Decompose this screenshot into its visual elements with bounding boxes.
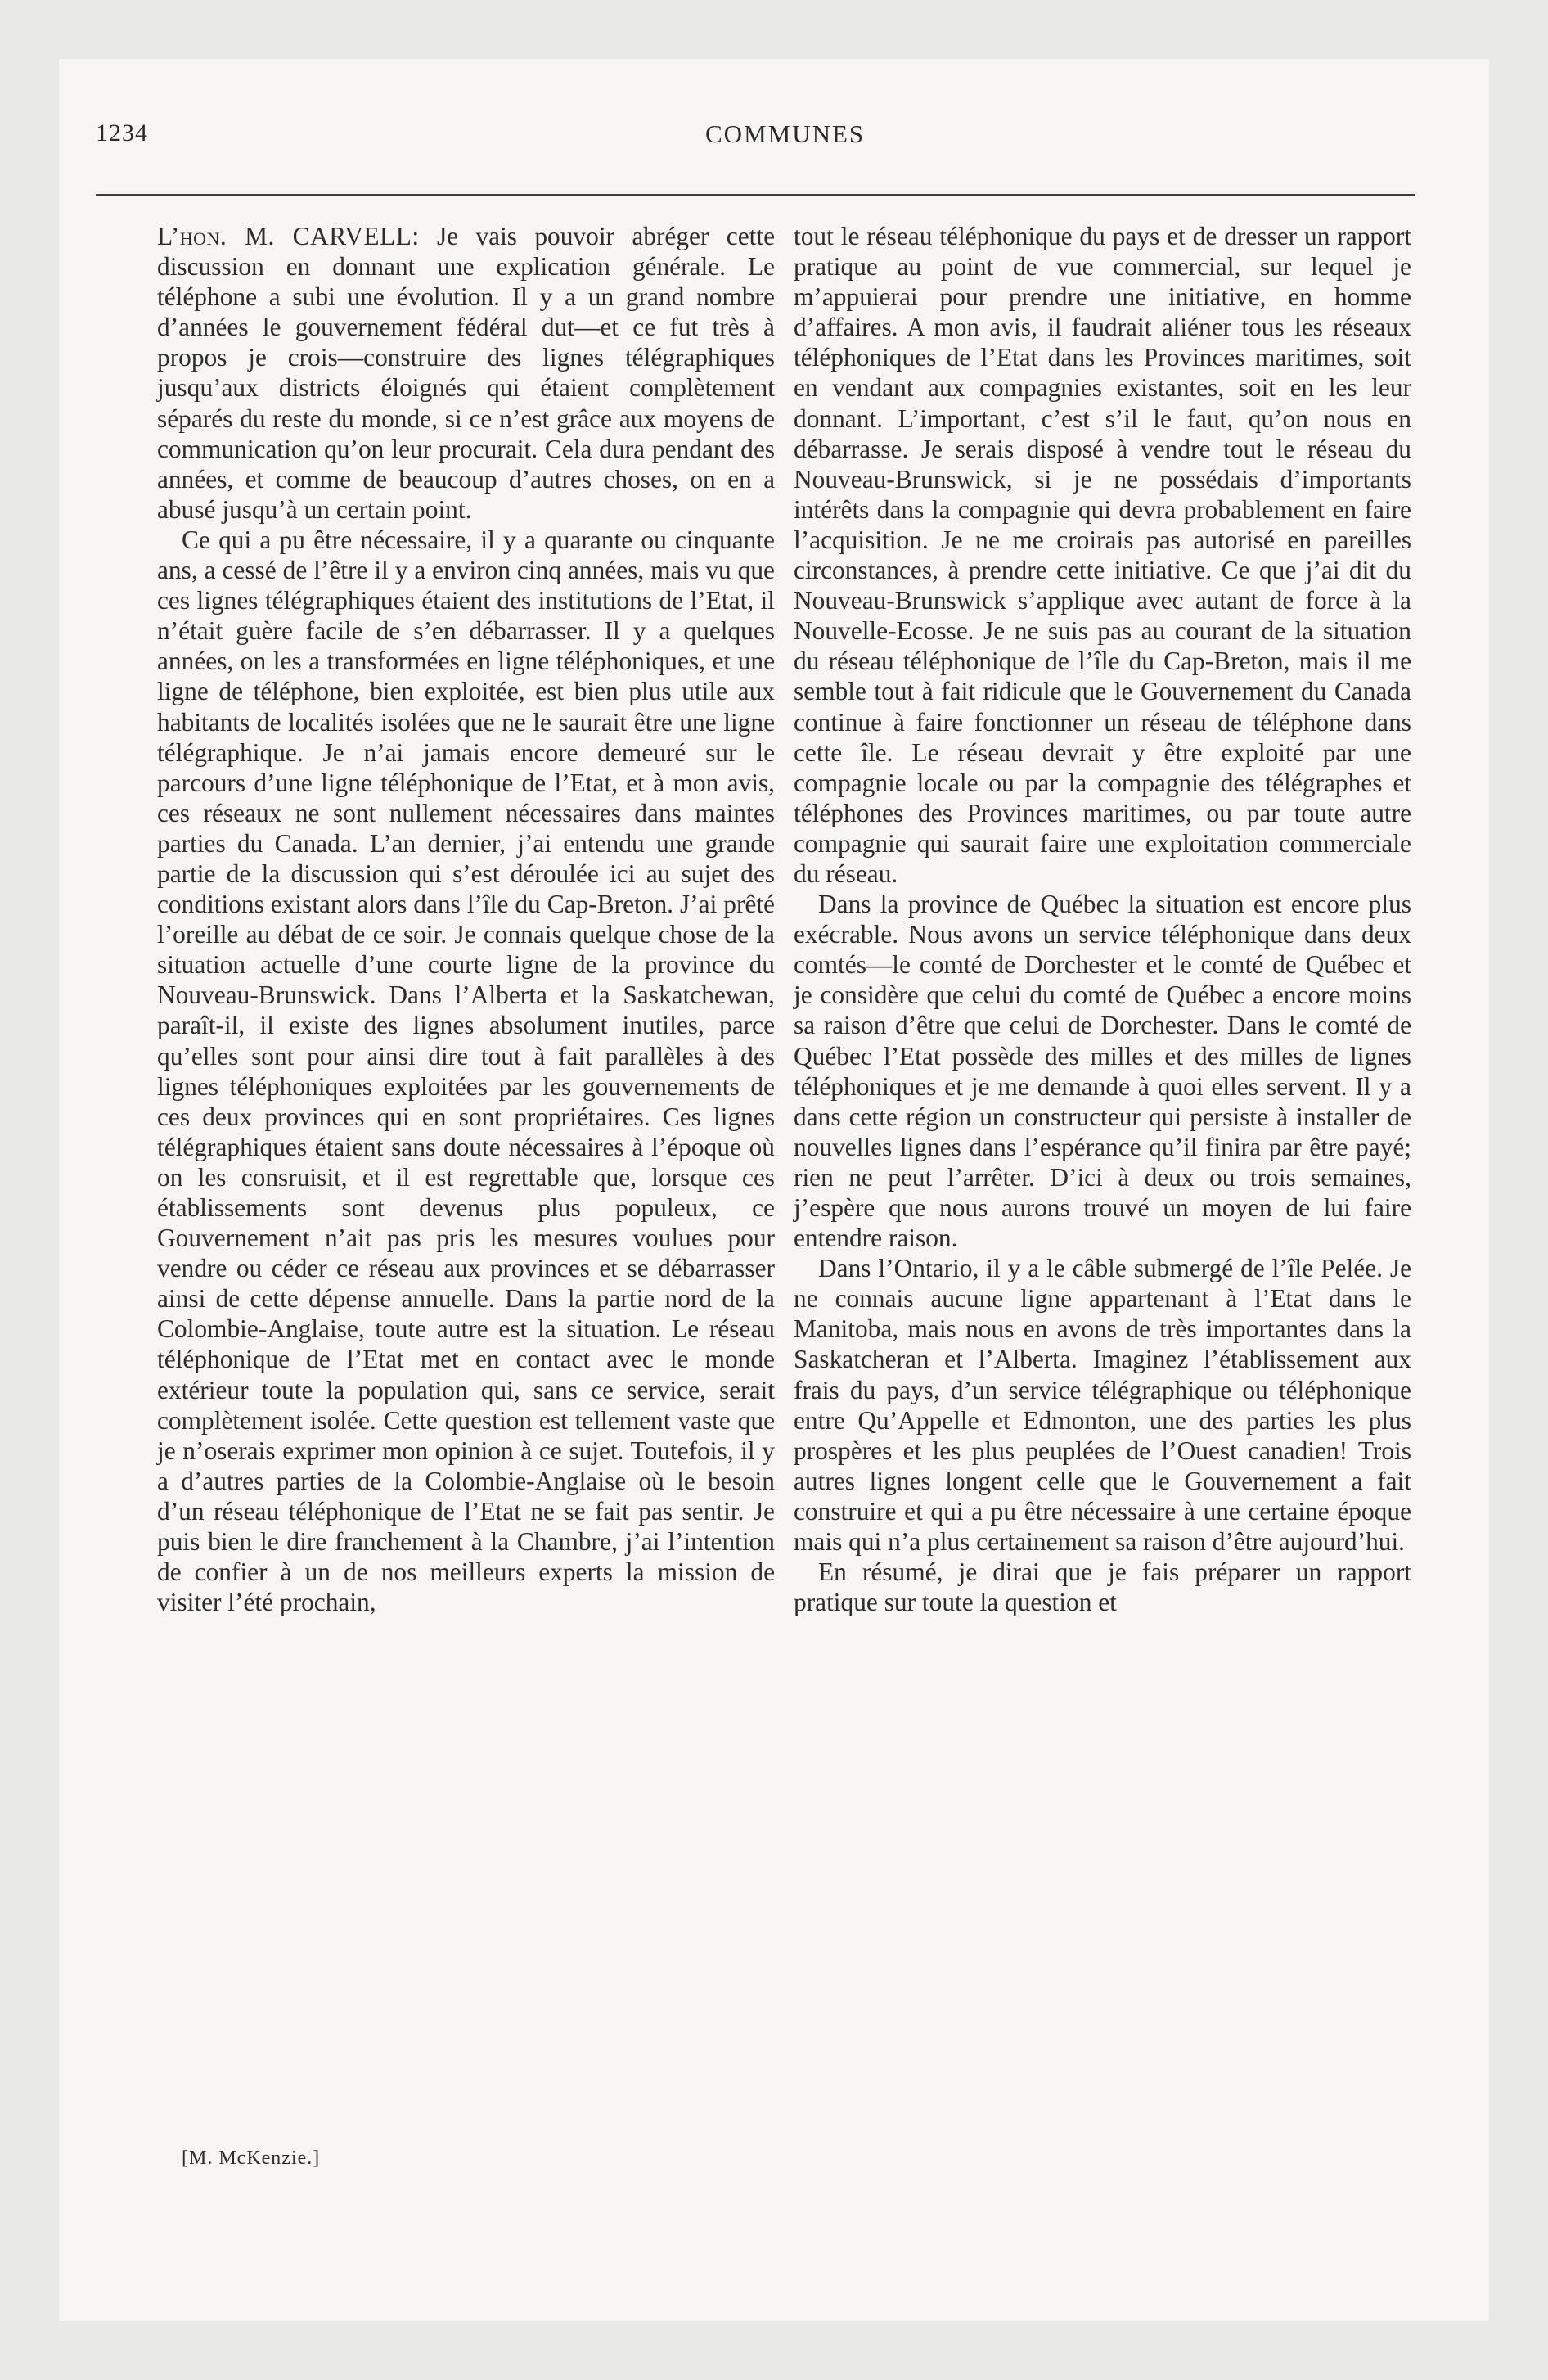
page-header [96,77,1452,167]
speaker-name: L’hon. M. CARVELL: [157,222,420,250]
speaker-footer-tag: [M. McKenzie.] [182,2148,321,2169]
header-rule [96,194,1415,196]
paragraph: Dans l’Ontario, il y a le câble submergé de l’île Pelée. Je ne connais aucune ligne appartenant à l’Etat dans le Manitoba, mais nous en avons de très importantes dans la Saskatcheran et l’Alberta. Imaginez l’établissement aux frais du pays, d’un service télégraphique ou téléphonique entre Qu’Appelle et Edmonton, une des parties les plus prospères et les plus peuplées de l’Ouest canadien! Trois autres lignes longent celle que le Gouvernement a fait construire et qui a pu être nécessaire à une certaine époque mais qui n’a plus certainement sa raison d’être aujourd’hui. [794,1254,1411,1557]
paragraph: Dans la province de Québec la situation est encore plus exécrable. Nous avons un service téléphonique dans deux comtés—le comté de Dorchester et le comté de Québec et je considère que celui du comté de Québec a encore moins sa raison d’être que celui de Dorchester. Dans le comté de Québec l’Etat possède des milles et des milles de lignes téléphoniques et je me demande à quoi elles servent. Il y a dans cette région un constructeur qui persiste à installer de nouvelles lignes dans l’espérance qu’il finira par être payé; rien ne peut l’arrêter. D’ici à deux ou trois semaines, j’espère que nous aurons trouvé un moyen de lui faire entendre raison. [794,890,1411,1253]
page-number: 1234 [96,119,148,146]
running-head: COMMUNES [705,119,866,148]
paragraph [157,221,775,525]
paragraph: Ce qui a pu être nécessaire, il y a quarante ou cinquante ans, a cessé de l’être il y a environ cinq années, mais vu que ces lignes télégraphiques étaient des institutions de l’Etat, il n’était guère facile de s’en débarrasser. Il y a quelques années, on les a transformées en ligne téléphoniques, et une ligne de téléphone, bien exploitée, est bien plus utile aux habitants de localités isolées que ne le saurait être une ligne télégraphique. Je n’ai jamais encore demeuré sur le parcours d’une ligne téléphonique de l’Etat, et à mon avis, ces réseaux ne sont nullement nécessaires dans maintes parties du Canada. L’an dernier, j’ai entendu une grande partie de la discussion qui s’est déroulée ici au sujet des conditions existant alors dans l’île du Cap-Breton. J’ai prêté l’oreille au débat de ce soir. Je connais quelque chose de la situation actuelle d’une courte ligne de la province du Nouveau-Brunswick. Dans l’Alberta et la Saskatchewan, paraît-il, il existe des lignes absolument inutiles, parce qu’elles sont pour ainsi dire tout à fait parallèles à des lignes téléphoniques exploitées par les gouvernements de ces deux provinces qui en sont propriétaires. Ces lignes télégraphiques étaient sans doute nécessaires à l’époque où on les consruisit, et il est regrettable que, lorsque ces établissements sont devenus plus populeux, ce Gouvernement n’ait pas pris les mesures voulues pour vendre ou céder ce réseau aux provinces et se débarrasser ainsi de cette dépense annuelle. Dans la partie nord de la Colombie-Anglaise, toute autre est la situation. Le réseau téléphonique de l’Etat met en contact avec le monde extérieur toute la population qui, sans ce service, serait complètement isolée. Cette question est tellement vaste que je n’oserais exprimer mon opinion à ce sujet. Toutefois, il y a d’autres parties de la Colombie-Anglaise où le besoin d’un réseau téléphonique de l’Etat ne se fait pas sentir. Je puis bien le dire franchement à la Chambre, j’ai l’intention de confier à un de nos meilleurs experts la mission de visiter l’été prochain, [157,525,775,1617]
left-column [157,221,775,1617]
paragraph: tout le réseau téléphonique du pays et de dresser un rapport pratique au point de vue commercial, sur lequel je m’appuierai pour prendre une initiative, en homme d’affaires. A mon avis, il faudrait aliéner tous les réseaux téléphoniques de l’Etat dans les Provinces maritimes, soit en vendant aux compagnies existantes, soit en les leur donnant. L’important, c’est s’il le faut, qu’on nous en débarrasse. Je serais disposé à vendre tout le réseau du Nouveau-Brunswick, si je ne possédais d’importants intérêts dans la compagnie qui devra probablement en faire l’acquisition. Je ne me croirais pas autorisé en pareilles circonstances, à prendre cette initiative. Ce que j’ai dit du Nouveau-Brunswick s’applique avec autant de force à la Nouvelle-Ecosse. Je ne suis pas au courant de la situation du réseau téléphonique de l’île du Cap-Breton, mais il me semble tout à fait ridicule que le Gouvernement du Canada continue à faire fonctionner un réseau de téléphone dans cette île. Le réseau devrait y être exploité par une compagnie locale ou par la compagnie des télégraphes et téléphones des Provinces maritimes, ou par toute autre compagnie qui saurait faire une exploitation commerciale du réseau. [794,222,1411,888]
right-column [794,221,1411,1617]
paragraph-text: Je vais pouvoir abréger cette discussion en donnant une explication générale. Le téléphone a subi une évolution. Il y a un grand nombre d’années le gouvernement fédéral dut—et ce fut très à propos je crois—construire des lignes télégraphiques jusqu’aux districts éloignés qui étaient complètement séparés du reste du monde, si ce n’est grâce aux moyens de communication qu’on leur procurait. Cela dura pendant des années, et comme de beaucoup d’autres choses, on en a abusé jusqu’à un certain point. [157,222,775,524]
paragraph: En résumé, je dirai que je fais préparer un rapport pratique sur toute la question et [794,1557,1411,1617]
